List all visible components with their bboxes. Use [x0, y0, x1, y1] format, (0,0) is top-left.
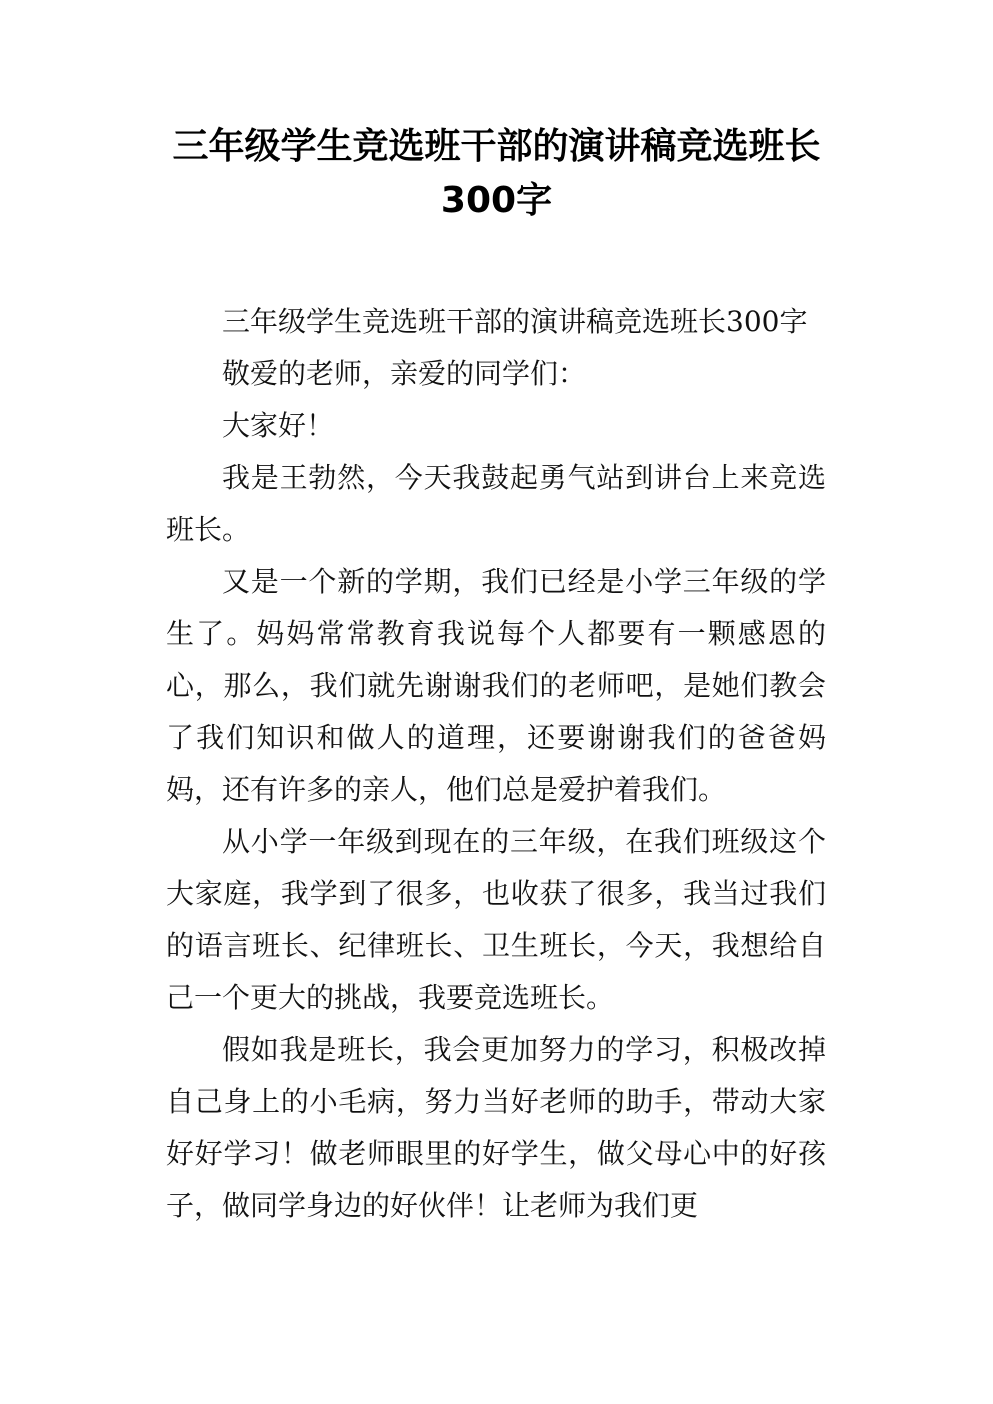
paragraph-greeting: 大家好！ — [222, 409, 335, 442]
document-body — [166, 296, 826, 1232]
paragraph-gratitude: 又是一个新的学期，我们已经是小学三年级的学生了。妈妈常常教育我说每个人都要有一颗感恩的心，那么，我们就先谢谢我们的老师吧，是她们教会了我们知识和做人的道理，还要谢谢我们的爸爸妈妈，还有许多的亲人，他们总是爱护着我们。 — [166, 565, 826, 806]
paragraph-experience: 从小学一年级到现在的三年级，在我们班级这个大家庭，我学到了很多，也收获了很多，我当过我们的语言班长、纪律班长、卫生班长，今天，我想给自己一个更大的挑战，我要竞选班长。 — [166, 825, 826, 1014]
paragraph-salutation: 敬爱的老师，亲爱的同学们： — [222, 357, 587, 390]
document-title: 三年级学生竞选班干部的演讲稿竞选班长300字 — [172, 126, 821, 221]
paragraph-introduction: 我是王勃然，今天我鼓起勇气站到讲台上来竞选班长。 — [166, 461, 826, 546]
paragraph-subtitle: 三年级学生竞选班干部的演讲稿竞选班长300字 — [222, 305, 808, 338]
paragraph-promise: 假如我是班长，我会更加努力的学习，积极改掉自己身上的小毛病，努力当好老师的助手，带动大家好好学习！做老师眼里的好学生，做父母心中的好孩子，做同学身边的好伙伴！让老师为我们更 — [166, 1033, 826, 1222]
